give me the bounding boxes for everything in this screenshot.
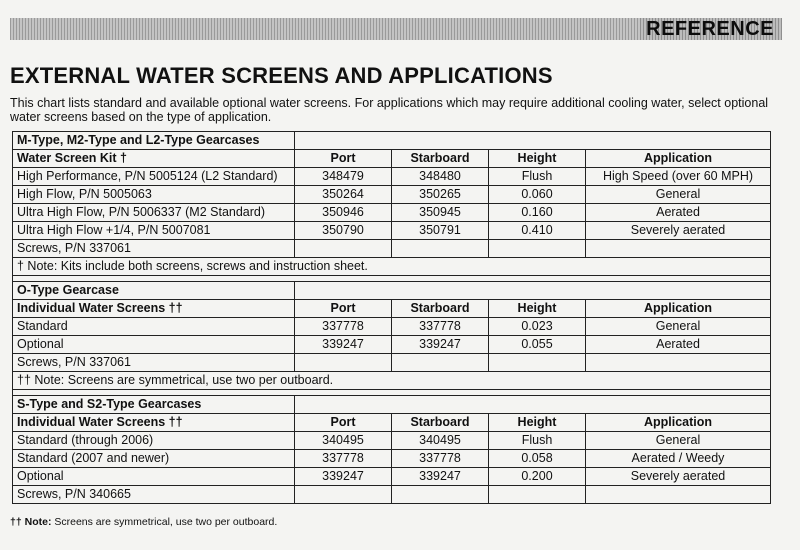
note-row (13, 258, 771, 276)
column-header: Individual Water Screens †† (13, 414, 295, 432)
table-cell (586, 354, 771, 372)
table-row (13, 468, 771, 486)
column-header: Starboard (392, 300, 489, 318)
column-header: Height (489, 300, 586, 318)
table-cell: General (586, 186, 771, 204)
column-header-row (13, 414, 771, 432)
table-cell: Ultra High Flow, P/N 5006337 (M2 Standard) (13, 204, 295, 222)
table-cell: Screws, P/N 340665 (13, 486, 295, 504)
table-cell (586, 240, 771, 258)
table-cell (586, 486, 771, 504)
table-row (13, 240, 771, 258)
column-header: Application (586, 300, 771, 318)
table-cell: 339247 (295, 468, 392, 486)
table-cell: 0.058 (489, 450, 586, 468)
empty-cell (295, 132, 771, 150)
table-row (13, 318, 771, 336)
table-cell: 0.160 (489, 204, 586, 222)
table-cell: Aerated (586, 204, 771, 222)
column-header: Water Screen Kit † (13, 150, 295, 168)
table-row (13, 204, 771, 222)
table-cell: 0.023 (489, 318, 586, 336)
table-cell: General (586, 432, 771, 450)
table-cell: 348480 (392, 168, 489, 186)
table-row (13, 222, 771, 240)
table-cell: Screws, P/N 337061 (13, 354, 295, 372)
section-title-row (13, 282, 771, 300)
table-cell: Screws, P/N 337061 (13, 240, 295, 258)
table-cell: Aerated (586, 336, 771, 354)
footnote-label: Note: (24, 516, 52, 528)
table-cell: Standard (2007 and newer) (13, 450, 295, 468)
table-cell: 337778 (295, 450, 392, 468)
section-title: S-Type and S2-Type Gearcases (13, 396, 295, 414)
table-cell (392, 486, 489, 504)
table-cell: 337778 (295, 318, 392, 336)
table-cell: 350945 (392, 204, 489, 222)
footnote (10, 516, 277, 528)
table-cell: 0.410 (489, 222, 586, 240)
column-header-row (13, 150, 771, 168)
table-row (13, 432, 771, 450)
table-cell: 337778 (392, 450, 489, 468)
reference-header-band (10, 18, 782, 40)
table-cell: 350946 (295, 204, 392, 222)
table-cell: General (586, 318, 771, 336)
table-cell (392, 354, 489, 372)
table-cell: Optional (13, 468, 295, 486)
table-cell (295, 240, 392, 258)
table-row (13, 336, 771, 354)
table-cell: 340495 (295, 432, 392, 450)
table-cell: Flush (489, 168, 586, 186)
section-title: M-Type, M2-Type and L2-Type Gearcases (13, 132, 295, 150)
intro-paragraph: This chart lists standard and available optional water screens. For applications which may require additional cooling water, select optional water screens based on the type of application. (10, 96, 769, 124)
table-cell (295, 486, 392, 504)
table-cell: 339247 (392, 468, 489, 486)
table-cell (489, 240, 586, 258)
column-header: Port (295, 150, 392, 168)
table-cell: 0.200 (489, 468, 586, 486)
table-cell: Ultra High Flow +1/4, P/N 5007081 (13, 222, 295, 240)
table-row (13, 486, 771, 504)
table-cell: Aerated / Weedy (586, 450, 771, 468)
page-title: EXTERNAL WATER SCREENS AND APPLICATIONS (10, 63, 553, 88)
note-row (13, 372, 771, 390)
table-cell: High Flow, P/N 5005063 (13, 186, 295, 204)
column-header: Application (586, 414, 771, 432)
empty-cell (295, 282, 771, 300)
table-cell: 0.060 (489, 186, 586, 204)
column-header: Starboard (392, 414, 489, 432)
footnote-marker: †† (10, 516, 22, 528)
table-cell: Optional (13, 336, 295, 354)
table-cell: 348479 (295, 168, 392, 186)
table-cell: Standard (13, 318, 295, 336)
column-header: Application (586, 150, 771, 168)
table-cell: 339247 (295, 336, 392, 354)
section-note: †† Note: Screens are symmetrical, use two per outboard. (13, 372, 771, 390)
table-cell (392, 240, 489, 258)
section-title: O-Type Gearcase (13, 282, 295, 300)
section-title-row (13, 132, 771, 150)
table-row (13, 168, 771, 186)
table-cell: 339247 (392, 336, 489, 354)
empty-cell (295, 396, 771, 414)
section-title-row (13, 396, 771, 414)
table-cell: 337778 (392, 318, 489, 336)
section-note: † Note: Kits include both screens, screws and instruction sheet. (13, 258, 771, 276)
column-header: Individual Water Screens †† (13, 300, 295, 318)
table-cell: Severely aerated (586, 468, 771, 486)
column-header: Height (489, 150, 586, 168)
table-cell: High Performance, P/N 5005124 (L2 Standard) (13, 168, 295, 186)
table-cell: High Speed (over 60 MPH) (586, 168, 771, 186)
column-header-row (13, 300, 771, 318)
column-header: Port (295, 414, 392, 432)
column-header: Starboard (392, 150, 489, 168)
table-cell: Severely aerated (586, 222, 771, 240)
table-row (13, 186, 771, 204)
column-header: Port (295, 300, 392, 318)
section-label: REFERENCE (640, 18, 782, 40)
water-screens-table (12, 131, 771, 504)
table-cell: 350790 (295, 222, 392, 240)
table-cell: Standard (through 2006) (13, 432, 295, 450)
table-cell: 350791 (392, 222, 489, 240)
table-cell: 340495 (392, 432, 489, 450)
table-cell: 0.055 (489, 336, 586, 354)
table-cell (489, 486, 586, 504)
table-row (13, 354, 771, 372)
column-header: Height (489, 414, 586, 432)
table-cell (489, 354, 586, 372)
table-row (13, 450, 771, 468)
table-cell: 350264 (295, 186, 392, 204)
footnote-text: Screens are symmetrical, use two per outboard. (54, 516, 278, 528)
table-cell: Flush (489, 432, 586, 450)
table-cell: 350265 (392, 186, 489, 204)
table-cell (295, 354, 392, 372)
